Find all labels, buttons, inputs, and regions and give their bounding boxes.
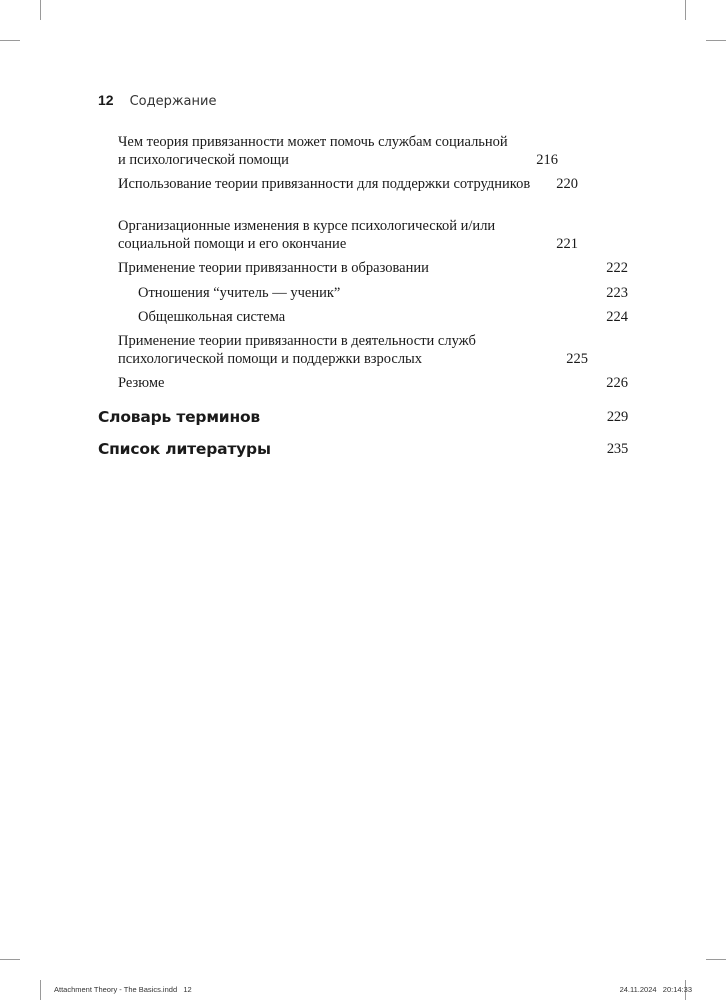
toc-entry-page: 221: [556, 236, 578, 252]
running-head: [98, 92, 216, 112]
toc-entry-page: 226: [606, 375, 628, 391]
toc-entry-text: Резюме: [118, 375, 165, 391]
toc-entry-page: 225: [566, 351, 588, 367]
page-number: 12: [98, 92, 114, 108]
section-title: Содержание: [129, 94, 217, 109]
crop-mark-right-top: [706, 40, 726, 41]
toc-entry-page: 223: [606, 285, 628, 301]
toc-entry: [118, 133, 628, 169]
crop-mark-bottom-left: [40, 980, 41, 1000]
crop-mark-left-top: [0, 40, 20, 41]
slug-timestamp: 24.11.2024 20:14:33: [619, 985, 692, 994]
crop-mark-left-bottom: [0, 959, 20, 960]
toc-chapter: [98, 440, 628, 458]
toc-chapter-text: Список литературы: [98, 440, 271, 458]
slug-filename: Attachment Theory - The Basics.indd 12: [54, 985, 192, 994]
toc-entry: [138, 284, 628, 302]
toc-entry-text: Отношения “учитель — ученик”: [138, 285, 341, 301]
toc-chapter-text: Словарь терминов: [98, 408, 261, 426]
toc-entry-text: Применение теории привязанности в образовании: [118, 260, 429, 276]
crop-mark-right-bottom: [706, 959, 726, 960]
toc-entry: [118, 374, 628, 392]
crop-mark-top-right: [685, 0, 686, 20]
toc-entry: [118, 175, 628, 193]
toc-chapter: [98, 408, 628, 426]
toc-entry-text: Использование теории привязанности для поддержки сотрудников: [118, 176, 531, 192]
toc-entry: [138, 308, 628, 326]
toc-entry: [118, 217, 628, 253]
toc-entry-text: Чем теория привязанности может помочь службам социальной и психологической помощи: [118, 134, 508, 168]
toc-entry-text: Общешкольная система: [138, 309, 286, 325]
toc-entry-page: 216: [536, 152, 558, 168]
toc-entry: [118, 259, 628, 277]
toc-entry-page: 224: [606, 309, 628, 325]
toc-entry-page: 222: [606, 260, 628, 276]
toc-entry-page: 220: [556, 176, 578, 192]
toc-entry-text: Организационные изменения в курсе психологической и/или социальной помощи и его окончание: [118, 218, 496, 252]
toc-entry-text: Применение теории привязанности в деятельности служб психологической помощи и поддержки взрослых: [118, 333, 476, 367]
toc-chapter-page: 235: [606, 441, 628, 457]
crop-mark-top-left: [40, 0, 41, 20]
toc-entry: [118, 332, 628, 368]
toc-chapter-page: 229: [606, 409, 628, 425]
